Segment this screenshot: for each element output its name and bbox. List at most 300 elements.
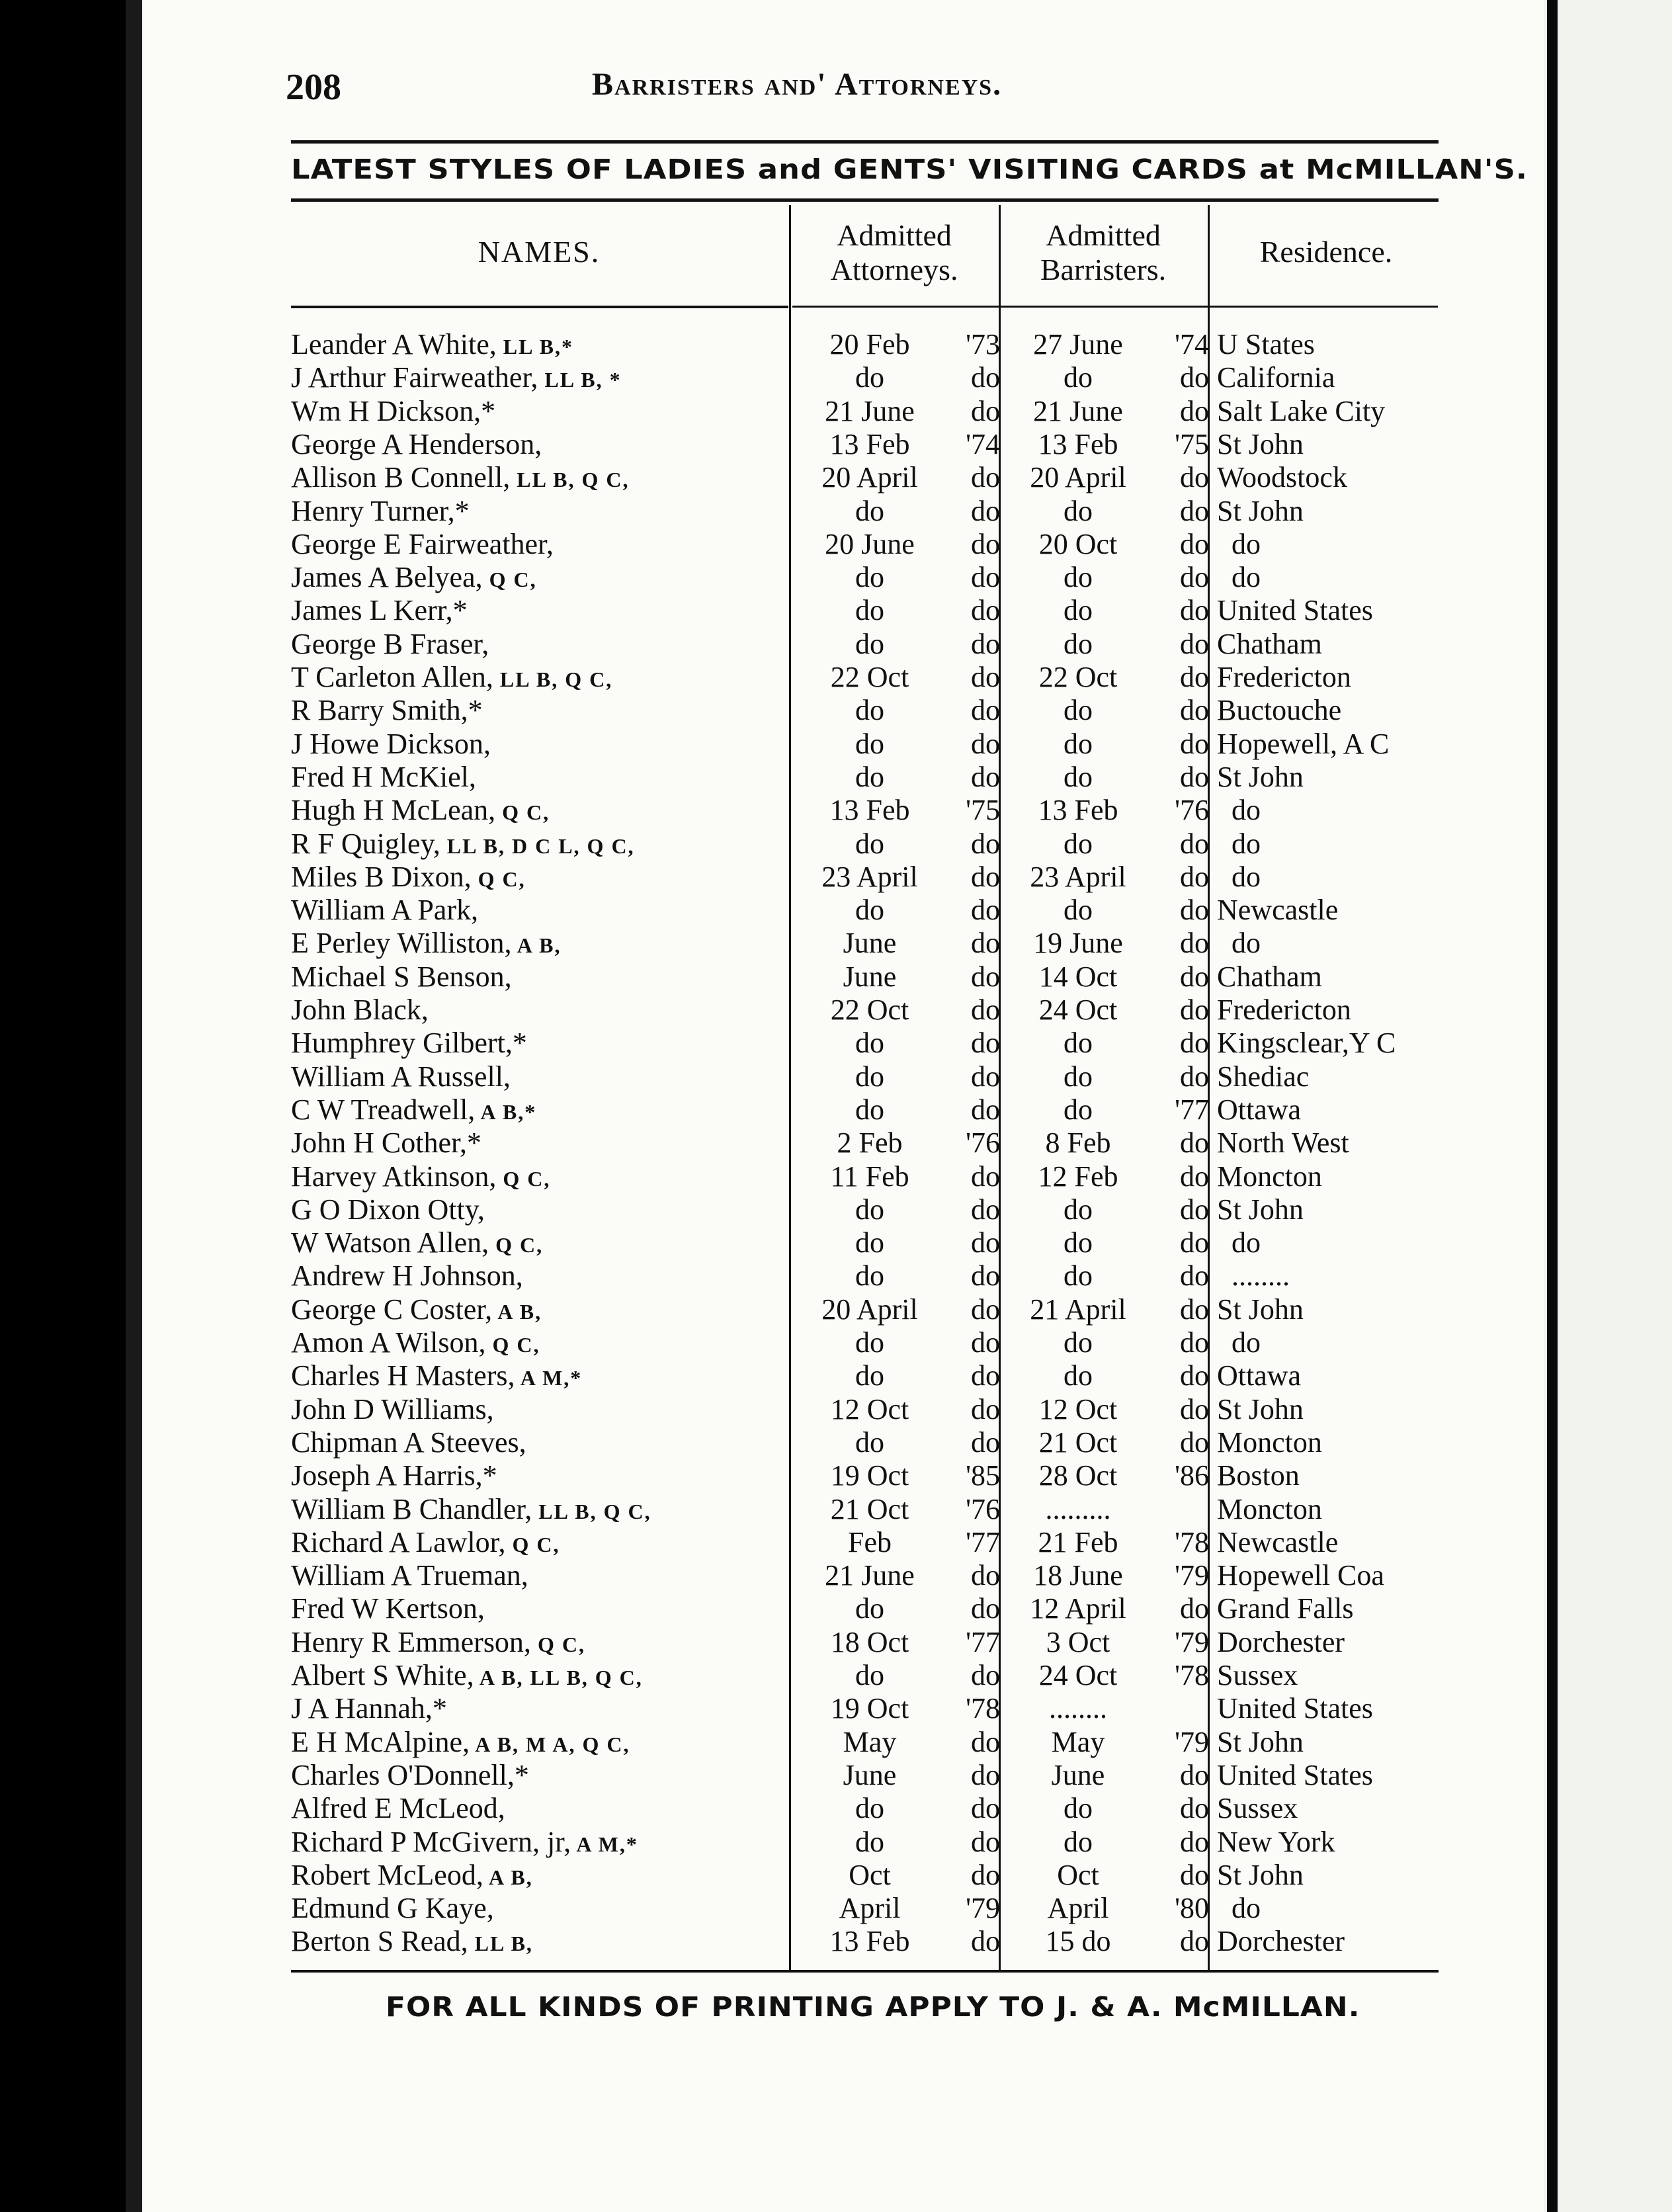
member-name: R Barry Smith,* <box>291 694 483 727</box>
attorney-date: Oct <box>849 1858 891 1891</box>
banner-rule <box>291 198 1439 202</box>
degrees: Q C, <box>489 1233 544 1257</box>
attorney-date: April <box>839 1892 901 1925</box>
degrees: LL B, D C L, Q C, <box>440 833 635 858</box>
name-cell <box>291 528 554 563</box>
member-name: Richard A Lawlor, <box>291 1525 506 1558</box>
name-cell <box>291 828 635 863</box>
barrister-date: do <box>1064 827 1093 860</box>
attorney-year: '75 <box>966 794 1000 827</box>
column-header-names: NAMES. <box>478 235 601 269</box>
residence: St John <box>1217 427 1304 460</box>
table-row <box>0 1293 1672 1326</box>
barrister-year: '86 <box>1175 1459 1209 1492</box>
table-row <box>0 1160 1672 1193</box>
member-name: George C Coster, <box>291 1293 493 1326</box>
barrister-year: do <box>1180 1027 1209 1060</box>
attorney-date: 20 June <box>825 527 915 560</box>
member-name: John H Cother,* <box>291 1127 481 1160</box>
attorney-date: 20 Feb <box>829 328 910 361</box>
barrister-year: do <box>1180 994 1209 1026</box>
attorney-date: 20 April <box>821 1293 918 1326</box>
name-cell <box>291 594 468 629</box>
barrister-date: do <box>1064 494 1093 527</box>
degrees: A B, <box>483 1865 533 1889</box>
attorney-year: do <box>971 860 1000 893</box>
attorney-year: do <box>971 1326 1000 1359</box>
name-cell <box>291 1826 638 1861</box>
attorney-date: do <box>855 1027 884 1060</box>
member-name: George E Fairweather, <box>291 527 554 560</box>
table-row <box>0 1692 1672 1725</box>
attorney-date: 21 Oct <box>830 1492 909 1525</box>
degrees: Q C, <box>530 1632 585 1656</box>
member-name: James L Kerr,* <box>291 594 468 627</box>
attorney-year: do <box>971 627 1000 660</box>
table-row <box>0 1027 1672 1060</box>
attorney-year: do <box>971 361 1000 394</box>
table-row <box>0 594 1672 627</box>
table-row <box>0 1359 1672 1392</box>
barrister-year: do <box>1180 461 1209 494</box>
table-row <box>0 1659 1672 1692</box>
name-cell <box>291 1925 533 1960</box>
table-row <box>0 1393 1672 1426</box>
barrister-date: May <box>1051 1725 1105 1758</box>
name-cell <box>291 694 483 729</box>
attorney-year: '74 <box>966 427 1000 460</box>
member-name: E H McAlpine, <box>291 1725 470 1758</box>
residence: Moncton <box>1217 1492 1322 1525</box>
name-cell <box>291 1127 481 1162</box>
table-row <box>0 528 1672 561</box>
member-name: Henry R Emmerson, <box>291 1625 531 1658</box>
attorney-year: do <box>971 927 1000 960</box>
attorney-date: June <box>843 927 897 960</box>
barrister-year: '76 <box>1175 794 1209 827</box>
member-name: Robert McLeod, <box>291 1858 483 1891</box>
attorney-year: '77 <box>966 1525 1000 1558</box>
top-advertisement: LATEST STYLES OF LADIES and GENTS' VISITING CARDS at McMILLAN'S. <box>291 153 1528 185</box>
degrees: A M,* <box>571 1832 638 1856</box>
attorney-year: '76 <box>966 1127 1000 1160</box>
attorney-year: do <box>971 594 1000 627</box>
name-cell <box>291 661 612 696</box>
attorney-date: 22 Oct <box>830 661 909 693</box>
name-cell <box>291 1692 447 1727</box>
table-row <box>0 960 1672 994</box>
table-row <box>0 1193 1672 1226</box>
attorney-year: do <box>971 1226 1000 1259</box>
attorney-date: do <box>855 627 884 660</box>
attorney-date: do <box>855 827 884 860</box>
name-cell <box>291 1626 585 1661</box>
member-name: William A Russell, <box>291 1060 511 1093</box>
degrees: Q C, <box>471 867 526 891</box>
member-name: T Carleton Allen, <box>291 661 493 693</box>
residence: St John <box>1217 760 1304 793</box>
attorney-date: do <box>855 1093 884 1126</box>
barrister-year: do <box>1180 1060 1209 1093</box>
residence: Salt Lake City <box>1217 394 1386 427</box>
attorney-year: do <box>971 827 1000 860</box>
attorney-year: do <box>971 1425 1000 1459</box>
member-name: Henry Turner,* <box>291 494 470 527</box>
attorney-date: 13 Feb <box>829 1925 910 1958</box>
member-name: Amon A Wilson, <box>291 1326 486 1359</box>
table-row <box>0 1792 1672 1825</box>
member-name: Richard P McGivern, jr, <box>291 1825 571 1858</box>
name-cell <box>291 1293 542 1328</box>
residence: Newcastle <box>1217 894 1339 927</box>
table-row <box>0 1859 1672 1892</box>
attorney-year: do <box>971 1359 1000 1392</box>
barrister-date: April <box>1047 1892 1109 1925</box>
name-cell <box>291 927 561 962</box>
barrister-date: 18 June <box>1033 1559 1123 1592</box>
residence: United States <box>1217 1758 1373 1791</box>
attorney-year: do <box>971 1027 1000 1060</box>
barrister-date: do <box>1064 1027 1093 1060</box>
member-name: William A Trueman, <box>291 1559 528 1592</box>
attorney-year: do <box>971 1060 1000 1093</box>
attorney-year: do <box>971 1093 1000 1126</box>
name-cell <box>291 1559 528 1594</box>
attorney-date: May <box>843 1725 897 1758</box>
attorney-date: do <box>855 1359 884 1392</box>
barrister-date: do <box>1064 594 1093 627</box>
residence: Newcastle <box>1217 1525 1339 1558</box>
attorney-date: do <box>855 561 884 594</box>
barrister-date: 27 June <box>1033 328 1123 361</box>
degrees: Q C, <box>505 1532 560 1556</box>
member-name: J Howe Dickson, <box>291 727 491 760</box>
residence: do <box>1217 561 1261 594</box>
barrister-date: do <box>1064 694 1093 727</box>
attorney-date: do <box>855 1226 884 1259</box>
degrees: A B, <box>511 933 562 958</box>
barrister-date: 28 Oct <box>1038 1459 1118 1492</box>
table-row <box>0 1493 1672 1526</box>
attorney-date: 19 Oct <box>830 1459 909 1492</box>
degrees: LL B, <box>468 1932 533 1956</box>
table-row <box>0 794 1672 827</box>
attorney-year: '76 <box>966 1492 1000 1525</box>
column-header-barristers-line2: Barristers. <box>1040 253 1167 286</box>
barrister-date: 24 Oct <box>1038 1659 1118 1691</box>
header-underline-dates <box>792 306 1438 308</box>
residence: do <box>1217 1326 1261 1359</box>
table-row <box>0 927 1672 960</box>
residence: Moncton <box>1217 1160 1322 1193</box>
residence: Ottawa <box>1217 1093 1302 1126</box>
attorney-year: do <box>971 1825 1000 1858</box>
member-name: C W Treadwell, <box>291 1093 476 1126</box>
residence: St John <box>1217 1392 1304 1425</box>
barrister-date: do <box>1064 361 1093 394</box>
residence: St John <box>1217 1858 1304 1891</box>
barrister-date: June <box>1051 1758 1105 1791</box>
barrister-date: do <box>1064 1259 1093 1293</box>
barrister-year: do <box>1180 1226 1209 1259</box>
residence: St John <box>1217 1725 1304 1758</box>
member-name: Allison B Connell, <box>291 461 511 494</box>
barrister-date: 14 Oct <box>1038 960 1118 993</box>
barrister-year: do <box>1180 1326 1209 1359</box>
attorney-date: do <box>855 760 884 793</box>
barrister-date: 24 Oct <box>1038 994 1118 1026</box>
residence: United States <box>1217 1692 1373 1725</box>
attorney-year: do <box>971 1592 1000 1625</box>
table-row <box>0 1559 1672 1592</box>
barrister-date: do <box>1064 627 1093 660</box>
barrister-year: do <box>1180 1392 1209 1425</box>
barrister-date: do <box>1064 727 1093 760</box>
attorney-year: do <box>971 1858 1000 1891</box>
barrister-year: '79 <box>1175 1725 1209 1758</box>
table-row <box>0 1826 1672 1859</box>
name-cell <box>291 361 622 396</box>
member-name: Berton S Read, <box>291 1925 468 1958</box>
column-header-attorneys-line2: Attorneys. <box>830 253 958 286</box>
member-name: Chipman A Steeves, <box>291 1425 526 1459</box>
table-row <box>0 1426 1672 1459</box>
attorney-year: do <box>971 1160 1000 1193</box>
name-cell <box>291 428 542 463</box>
residence: Sussex <box>1217 1659 1298 1691</box>
barrister-year: do <box>1180 361 1209 394</box>
attorney-date: 13 Feb <box>829 427 910 460</box>
barrister-date: do <box>1064 1359 1093 1392</box>
barrister-date: do <box>1064 561 1093 594</box>
barrister-year: do <box>1180 494 1209 527</box>
table-row <box>0 1526 1672 1559</box>
barrister-date: 15 do <box>1045 1925 1111 1958</box>
residence: do <box>1217 927 1261 960</box>
header-underline-names <box>291 306 788 308</box>
column-header-barristers-line1: Admitted <box>1046 218 1161 252</box>
degrees: LL B, Q C, <box>510 468 630 492</box>
barrister-year: do <box>1180 760 1209 793</box>
member-name: John Black, <box>291 994 429 1026</box>
barrister-date: ........ <box>1049 1692 1107 1725</box>
name-cell <box>291 1259 523 1295</box>
barrister-year: do <box>1180 1825 1209 1858</box>
table-row <box>0 1459 1672 1492</box>
residence: Woodstock <box>1217 461 1347 494</box>
degrees: Q C, <box>496 1166 551 1191</box>
member-name: W Watson Allen, <box>291 1226 489 1259</box>
attorney-year: do <box>971 394 1000 427</box>
table-row <box>0 1892 1672 1925</box>
member-name: J Arthur Fairweather, <box>291 361 538 394</box>
name-cell <box>291 794 550 829</box>
barrister-year: do <box>1180 1858 1209 1891</box>
barrister-year: '77 <box>1175 1093 1209 1126</box>
barrister-date: do <box>1064 1226 1093 1259</box>
attorney-date: do <box>855 1259 884 1293</box>
name-cell <box>291 728 491 763</box>
residence: Boston <box>1217 1459 1300 1492</box>
name-cell <box>291 1759 529 1794</box>
member-name: G O Dixon Otty, <box>291 1193 485 1226</box>
member-name: Miles B Dixon, <box>291 860 472 893</box>
residence: Dorchester <box>1217 1625 1345 1658</box>
barrister-year: do <box>1180 960 1209 993</box>
attorney-date: 18 Oct <box>830 1625 909 1658</box>
member-name: Joseph A Harris,* <box>291 1459 497 1492</box>
name-cell <box>291 461 630 496</box>
column-header-residence: Residence. <box>1259 235 1393 269</box>
running-title: Barristers and' Attorneys. <box>592 67 1003 102</box>
attorney-year: '73 <box>966 328 1000 361</box>
attorney-date: Feb <box>848 1525 892 1558</box>
name-cell <box>291 1592 485 1627</box>
barrister-date: 21 April <box>1030 1293 1126 1326</box>
attorney-date: do <box>855 894 884 927</box>
table-row <box>0 861 1672 894</box>
barrister-year: do <box>1180 1259 1209 1293</box>
table-row <box>0 1726 1672 1759</box>
barrister-year: do <box>1180 661 1209 693</box>
member-name: George A Henderson, <box>291 427 542 460</box>
degrees: LL B, Q C, <box>493 667 613 691</box>
residence: Grand Falls <box>1217 1592 1354 1625</box>
table-row <box>0 1060 1672 1093</box>
attorney-year: '77 <box>966 1625 1000 1658</box>
barrister-year: do <box>1180 1925 1209 1958</box>
table-row <box>0 828 1672 861</box>
attorney-date: 23 April <box>821 860 918 893</box>
member-name: Harvey Atkinson, <box>291 1160 497 1193</box>
barrister-year: do <box>1180 1359 1209 1392</box>
attorney-year: do <box>971 1259 1000 1293</box>
table-row <box>0 1127 1672 1160</box>
bottom-advertisement: FOR ALL KINDS OF PRINTING APPLY TO J. & A. McMILLAN. <box>386 1991 1360 2023</box>
barrister-year: do <box>1180 627 1209 660</box>
member-name: William B Chandler, <box>291 1492 532 1525</box>
degrees: Q C, <box>495 800 550 825</box>
name-cell <box>291 328 573 363</box>
barrister-date: 21 Oct <box>1038 1425 1118 1459</box>
attorney-year: do <box>971 661 1000 693</box>
barrister-date: 22 Oct <box>1038 661 1118 693</box>
attorney-year: do <box>971 1792 1000 1825</box>
barrister-year: do <box>1180 527 1209 560</box>
table-row <box>0 495 1672 528</box>
member-name: Charles H Masters, <box>291 1359 515 1392</box>
barrister-date: do <box>1064 1093 1093 1126</box>
residence: do <box>1217 794 1261 827</box>
attorney-year: do <box>971 494 1000 527</box>
attorney-year: do <box>971 1392 1000 1425</box>
barrister-date: 13 Feb <box>1038 794 1118 827</box>
name-cell <box>291 1027 527 1062</box>
attorney-year: do <box>971 461 1000 494</box>
residence: Hopewell, A C <box>1217 727 1390 760</box>
member-name: J A Hannah,* <box>291 1692 447 1725</box>
barrister-year: do <box>1180 1193 1209 1226</box>
member-name: Fred W Kertson, <box>291 1592 485 1625</box>
table-row <box>0 728 1672 761</box>
name-cell <box>291 1726 630 1761</box>
name-cell <box>291 1659 643 1694</box>
barrister-date: ......... <box>1045 1492 1111 1525</box>
attorney-year: do <box>971 1758 1000 1791</box>
top-rule <box>291 140 1439 144</box>
residence: California <box>1217 361 1335 394</box>
degrees: A B,* <box>475 1099 537 1124</box>
barrister-date: 20 April <box>1030 461 1126 494</box>
barrister-year: do <box>1180 894 1209 927</box>
table-row <box>0 894 1672 927</box>
barrister-date: 21 Feb <box>1038 1525 1118 1558</box>
name-cell <box>291 1493 651 1528</box>
member-name: Michael S Benson, <box>291 960 512 993</box>
attorney-date: 11 Feb <box>830 1160 909 1193</box>
name-cell <box>291 1792 505 1827</box>
member-name: Hugh H McLean, <box>291 794 496 827</box>
residence: do <box>1217 860 1261 893</box>
table-row <box>0 761 1672 794</box>
attorney-date: do <box>855 1060 884 1093</box>
barrister-year: '79 <box>1175 1559 1209 1592</box>
barrister-year: do <box>1180 727 1209 760</box>
attorney-year: do <box>971 527 1000 560</box>
name-cell <box>291 894 478 929</box>
name-cell <box>291 495 470 530</box>
table-row <box>0 1626 1672 1659</box>
degrees: A B, M A, Q C, <box>470 1732 630 1756</box>
table-row <box>0 694 1672 727</box>
attorney-date: 12 Oct <box>830 1392 909 1425</box>
table-row <box>0 328 1672 361</box>
attorney-date: do <box>855 494 884 527</box>
barrister-date: 13 Feb <box>1038 427 1118 460</box>
barrister-date: 19 June <box>1033 927 1123 960</box>
barrister-date: do <box>1064 760 1093 793</box>
name-cell <box>291 1859 533 1894</box>
attorney-date: 13 Feb <box>829 794 910 827</box>
residence: St John <box>1217 494 1304 527</box>
table-row <box>0 1592 1672 1625</box>
attorney-year: do <box>971 561 1000 594</box>
name-cell <box>291 1459 497 1494</box>
name-cell <box>291 960 512 996</box>
attorney-date: 21 June <box>825 394 915 427</box>
residence: United States <box>1217 594 1373 627</box>
attorney-date: 19 Oct <box>830 1692 909 1725</box>
residence: Kingsclear,Y C <box>1217 1027 1396 1060</box>
barrister-date: 23 April <box>1030 860 1126 893</box>
degrees: A B, LL B, Q C, <box>474 1666 643 1689</box>
barrister-date: do <box>1064 1060 1093 1093</box>
attorney-date: do <box>855 1425 884 1459</box>
attorney-date: June <box>843 960 897 993</box>
barrister-year: '74 <box>1175 328 1209 361</box>
name-cell <box>291 1393 494 1428</box>
member-name: Fred H McKiel, <box>291 760 476 793</box>
attorney-date: do <box>855 694 884 727</box>
table-row <box>0 428 1672 461</box>
name-cell <box>291 1193 485 1228</box>
barrister-date: 21 June <box>1033 394 1123 427</box>
attorney-date: do <box>855 1825 884 1858</box>
member-name: John D Williams, <box>291 1392 494 1425</box>
barrister-date: do <box>1064 1326 1093 1359</box>
barrister-year: do <box>1180 694 1209 727</box>
barrister-date: 12 Feb <box>1038 1160 1118 1193</box>
